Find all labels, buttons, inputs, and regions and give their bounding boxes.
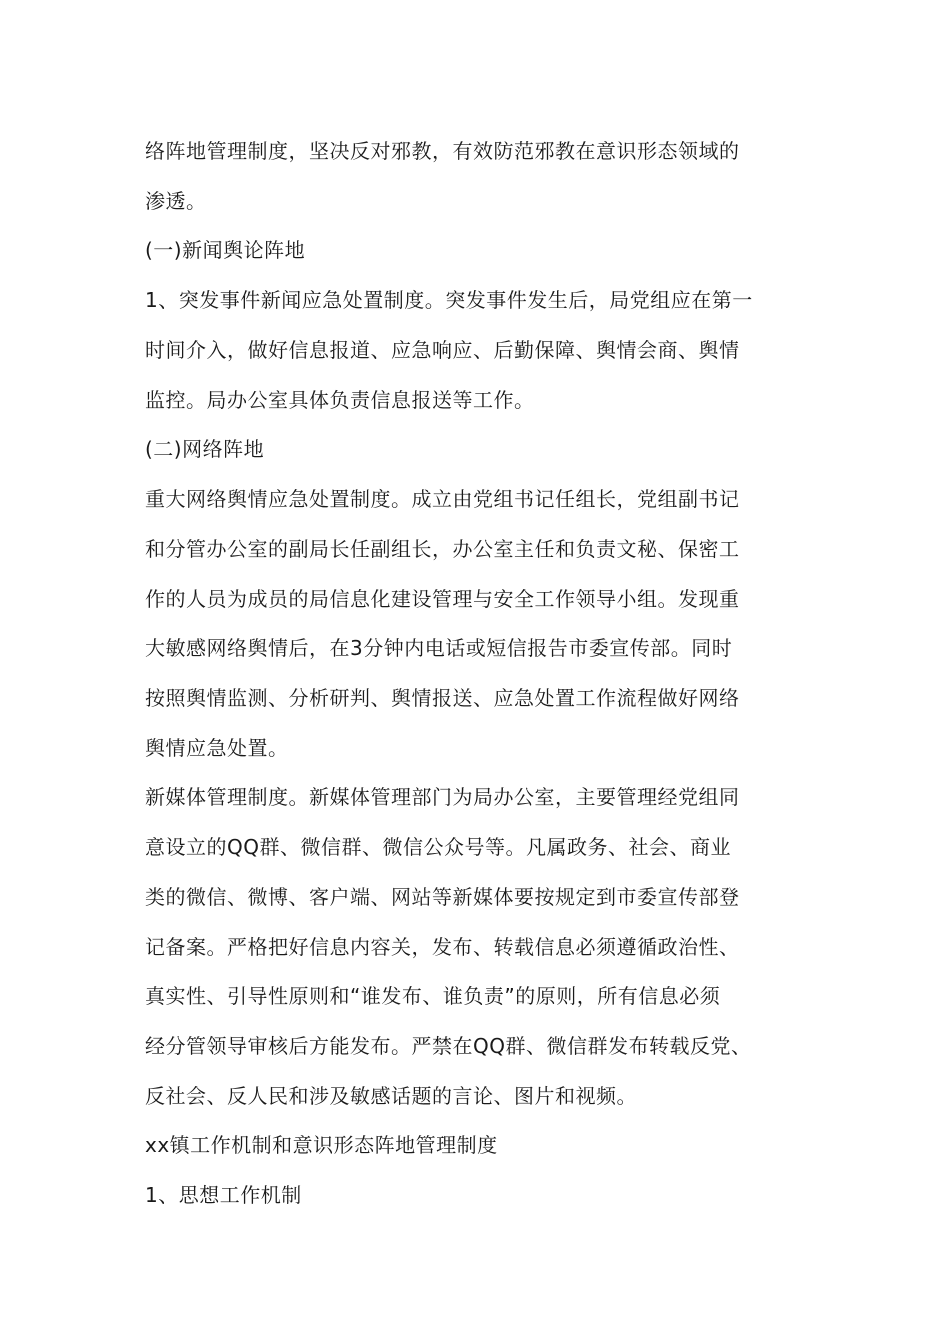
text-line: 意设立的QQ群、微信群、微信公众号等。凡属政务、社会、商业 <box>145 835 731 859</box>
text-line: 监控。局办公室具体负责信息报送等工作。 <box>145 388 535 412</box>
section-heading: (二)网络阵地 <box>145 437 265 461</box>
text-line: 1、突发事件新闻应急处置制度。突发事件发生后，局党组应在第一 <box>145 288 753 312</box>
text-line: 舆情应急处置。 <box>145 736 289 760</box>
text-line: 按照舆情监测、分析研判、舆情报送、应急处置工作流程做好网络 <box>145 686 740 710</box>
section-heading: (一)新闻舆论阵地 <box>145 238 306 262</box>
text-line: 真实性、引导性原则和“谁发布、谁负责”的原则，所有信息必须 <box>145 984 721 1008</box>
text-line: 时间介入，做好信息报道、应急响应、后勤保障、舆情会商、舆情 <box>145 338 740 362</box>
text-line: 络阵地管理制度，坚决反对邪教，有效防范邪教在意识形态领域的 <box>145 139 740 163</box>
text-line: 重大网络舆情应急处置制度。成立由党组书记任组长，党组副书记 <box>145 487 740 511</box>
text-line: 记备案。严格把好信息内容关，发布、转载信息必须遵循政治性、 <box>145 935 740 959</box>
text-line: 反社会、反人民和涉及敏感话题的言论、图片和视频。 <box>145 1084 637 1108</box>
text-line: 经分管领导审核后方能发布。严禁在QQ群、微信群发布转载反党、 <box>145 1034 752 1058</box>
text-line: 和分管办公室的副局长任副组长，办公室主任和负责文秘、保密工 <box>145 537 740 561</box>
section-heading: xx镇工作机制和意识形态阵地管理制度 <box>145 1133 498 1157</box>
text-line: 作的人员为成员的局信息化建设管理与安全工作领导小组。发现重 <box>145 587 740 611</box>
section-heading: 1、思想工作机制 <box>145 1183 302 1207</box>
text-line: 类的微信、微博、客户端、网站等新媒体要按规定到市委宣传部登 <box>145 885 740 909</box>
text-line: 大敏感网络舆情后，在3分钟内电话或短信报告市委宣传部。同时 <box>145 636 733 660</box>
text-line: 渗透。 <box>145 189 207 213</box>
text-line: 新媒体管理制度。新媒体管理部门为局办公室，主要管理经党组同 <box>145 785 740 809</box>
